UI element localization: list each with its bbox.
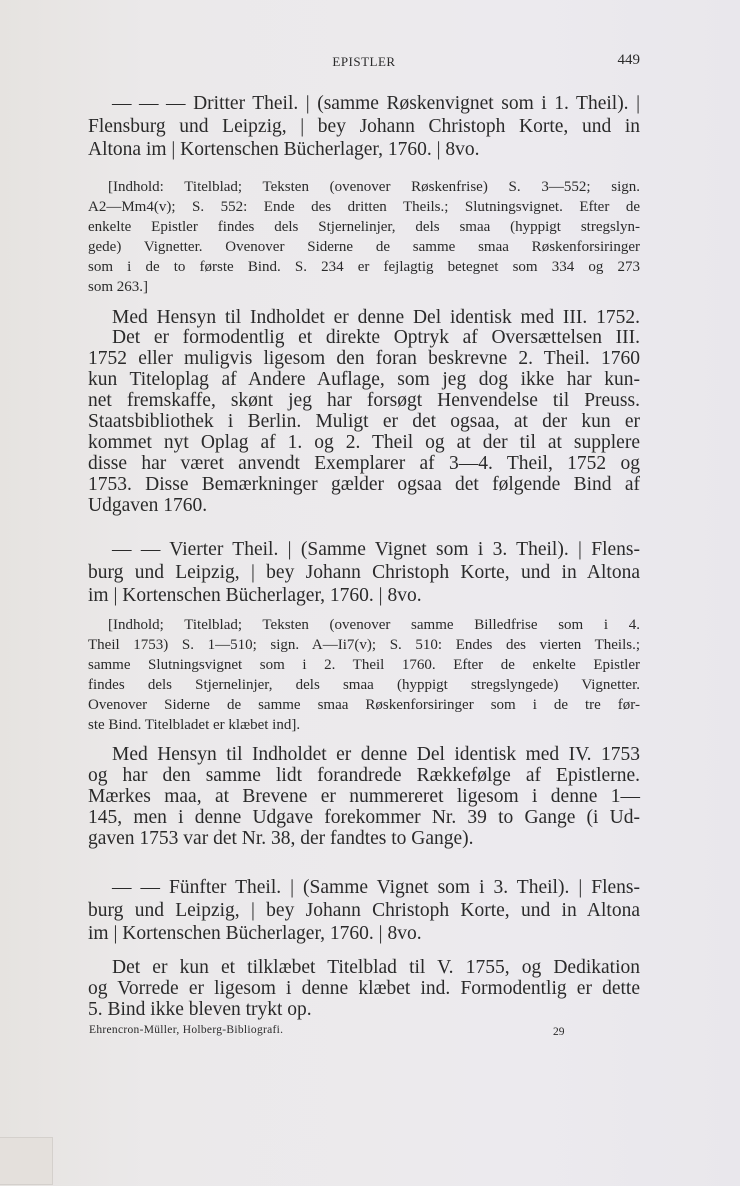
footer-sheet-number: 29 (553, 1026, 565, 1038)
footer-signature: Ehrencron-Müller, Holberg-Bibliografi. (89, 1024, 284, 1036)
body-line: kun Titeloplag af Andere Auflage, som jeg dog ikke har kun- (88, 369, 640, 390)
heading-line: im | Kortenschen Bücherlager, 1760. | 8vo. (88, 923, 422, 944)
body-line: disse har været anvendt Exemplarer af 3—4. Theil, 1752 og (88, 453, 640, 474)
body-line: og Vorrede er ligesom i denne klæbet ind. Formodentlig er dette (88, 978, 640, 999)
note-line: ste Bind. Titelbladet er klæbet ind]. (88, 717, 301, 733)
heading-line: — — Fünfter Theil. | (Samme Vignet som i 3. Theil). | Flens- (112, 877, 640, 898)
running-head-title: EPISTLER (332, 54, 396, 69)
body-line: Med Hensyn til Indholdet er denne Del identisk med IV. 1753 (112, 744, 640, 765)
body-line: Det er kun et tilklæbet Titelblad til V. 1755, og Dedikation (112, 957, 640, 978)
body-line: kommet nyt Oplag af 1. og 2. Theil og at der til at supplere (88, 432, 640, 453)
body-line: 145, men i denne Udgave forekommer Nr. 39 to Gange (i Ud- (88, 807, 640, 828)
body-line: Staatsbibliothek i Berlin. Muligt er det ogsaa, at der kun er (88, 411, 640, 432)
body-line: Det er formodentlig et direkte Optryk af Oversættelsen III. (112, 327, 640, 348)
note-line: samme Slutningsvignet som i 2. Theil 1760. Efter de enkelte Epistler (88, 657, 640, 673)
heading-line: Altona im | Kortenschen Bücherlager, 1760. | 8vo. (88, 139, 480, 160)
heading-line: im | Kortenschen Bücherlager, 1760. | 8vo. (88, 585, 422, 606)
note-line: A2—Mm4(v); S. 552: Ende des dritten Theils.; Slutningsvignet. Efter de (88, 199, 640, 215)
note-line: gede) Vignetter. Ovenover Siderne de samme smaa Røskenforsiringer (88, 239, 640, 255)
note-line: som 263.] (88, 279, 148, 295)
heading-line: — — — Dritter Theil. | (samme Røskenvignet som i 1. Theil). | (112, 93, 640, 114)
body-line: og har den samme lidt forandrede Rækkefølge af Epistlerne. (88, 765, 640, 786)
body-line: net fremskaffe, skønt jeg har forsøgt Henvendelse til Preuss. (88, 390, 640, 411)
heading-line: — — Vierter Theil. | (Samme Vignet som i 3. Theil). | Flens- (112, 539, 640, 560)
body-line: Mærkes maa, at Brevene er nummereret ligesom i denne 1— (88, 786, 640, 807)
note-line: Theil 1753) S. 1—510; sign. A—Ii7(v); S. 510: Endes des vierten Theils.; (88, 637, 640, 653)
note-line: [Indhold: Titelblad; Teksten (ovenover Røskenfrise) S. 3—552; sign. (108, 179, 640, 195)
body-line: Udgaven 1760. (88, 495, 208, 516)
page-number: 449 (617, 52, 640, 68)
note-line: Ovenover Siderne de samme smaa Røskenforsiringer som i de tre før- (88, 697, 640, 713)
note-line: som i de to første Bind. S. 234 er fejlagtig betegnet som 334 og 273 (88, 259, 640, 275)
body-line: Med Hensyn til Indholdet er denne Del identisk med III. 1752. (112, 307, 640, 328)
heading-line: burg und Leipzig, | bey Johann Christoph Korte, und in Altona (88, 562, 640, 583)
scan-edge-artifact (0, 1137, 53, 1185)
body-line: 1753. Disse Bemærkninger gælder ogsaa det følgende Bind af (88, 474, 640, 495)
note-line: enkelte Epistler findes dels Stjernelinjer, dels smaa (hyppigt stregslyn- (88, 219, 640, 235)
heading-line: burg und Leipzig, | bey Johann Christoph Korte, und in Altona (88, 900, 640, 921)
body-line: 1752 eller muligvis ligesom den foran beskrevne 2. Theil. 1760 (88, 348, 640, 369)
running-head (88, 52, 640, 72)
note-line: [Indhold; Titelblad; Teksten (ovenover samme Billedfrise som i 4. (108, 617, 640, 633)
body-line: gaven 1753 var det Nr. 38, der fandtes to Gange). (88, 828, 474, 849)
body-line: 5. Bind ikke bleven trykt op. (88, 999, 312, 1020)
note-line: findes dels Stjernelinjer, dels smaa (hyppigt stregslyngede) Vignetter. (88, 677, 640, 693)
heading-line: Flensburg und Leipzig, | bey Johann Christoph Korte, und in (88, 116, 640, 137)
